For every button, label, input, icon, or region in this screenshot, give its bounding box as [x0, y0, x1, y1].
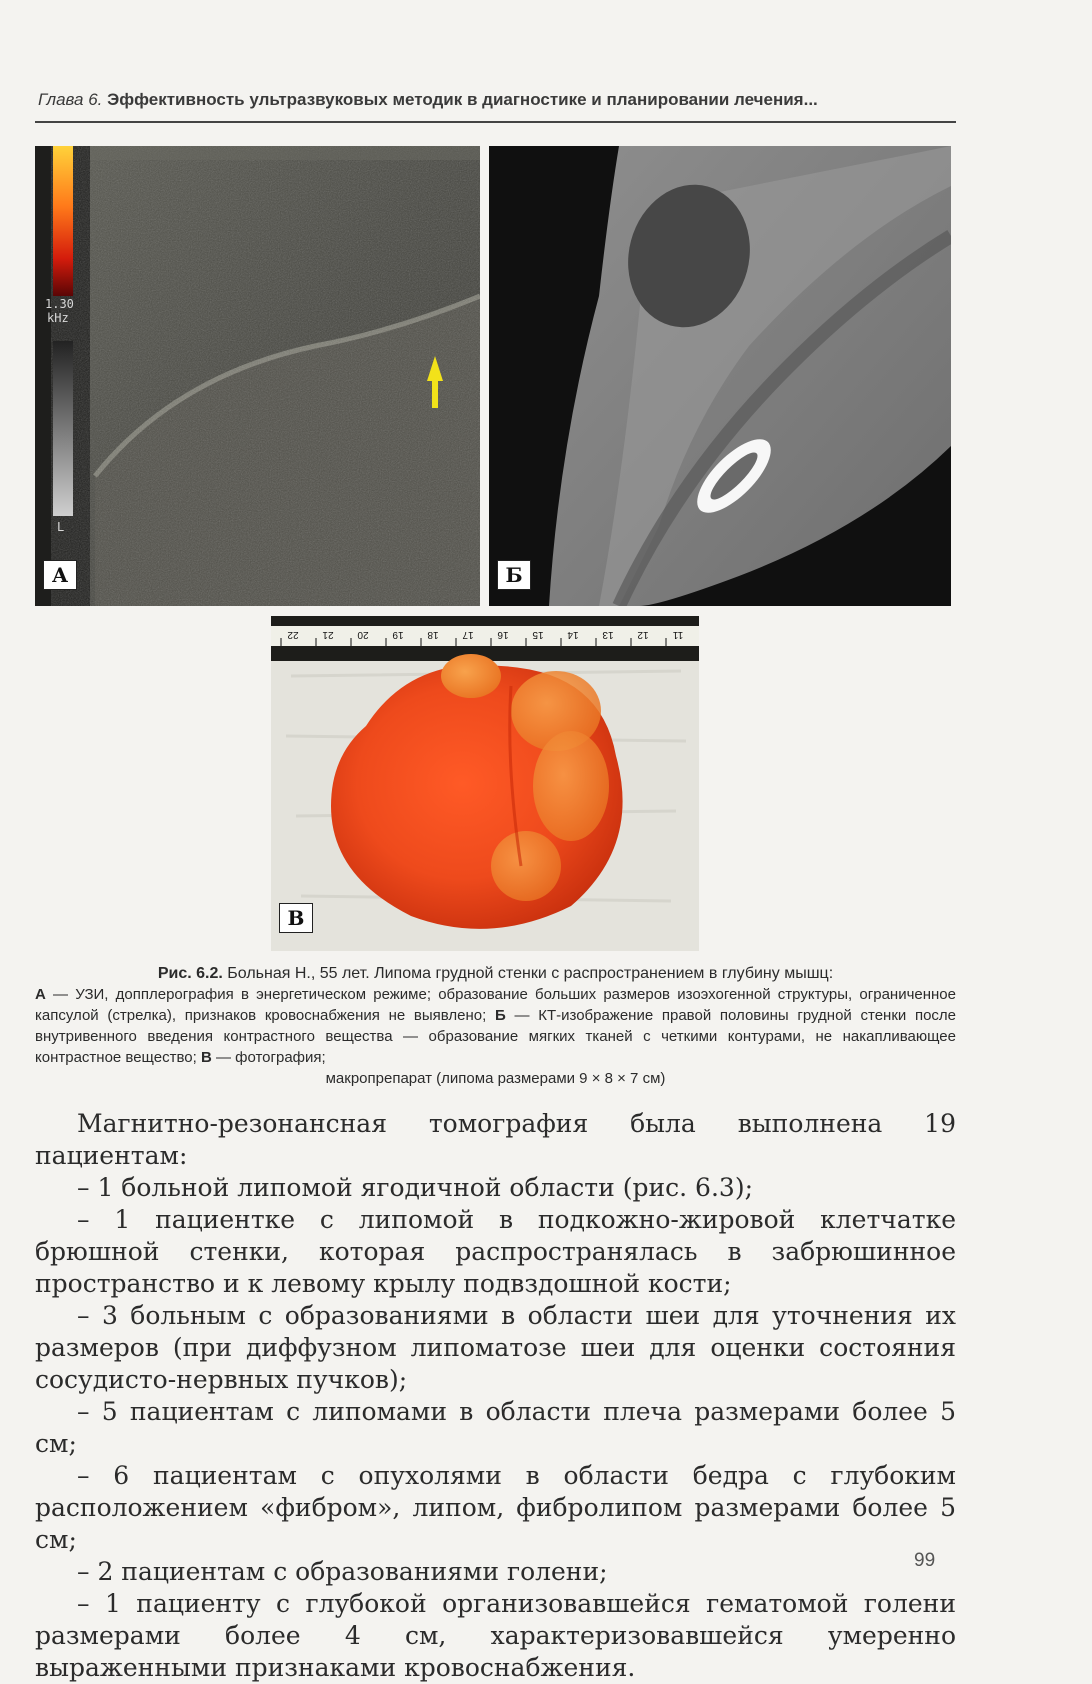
ultrasound-image	[35, 146, 480, 606]
ruler-number: 15	[532, 629, 544, 640]
list-item: – 6 пациентам с опухолями в области бедра с глубоким расположением «фибром», липом, фибролипом размерами более 5 см;	[35, 1461, 956, 1554]
ruler-number: 21	[322, 629, 334, 640]
list-item: – 5 пациентам с липомами в области плеча размерами более 5 см;	[35, 1397, 956, 1458]
list-item: – 2 пациентам с образованиями голени;	[77, 1557, 608, 1586]
figure-panel-b-ct	[489, 146, 951, 606]
figure-panel-c-photo	[271, 616, 699, 951]
specimen-photo	[271, 616, 699, 951]
list-item: – 1 пациентке с липомой в подкожно-жировой клетчатке брюшной стенки, которая распространялась в забрюшинное пространство и к левому крылу подвздошной кости;	[35, 1205, 956, 1298]
figure-number: Рис. 6.2.	[157, 965, 223, 982]
caption-key-b: Б	[495, 1007, 506, 1024]
ruler-number: 20	[357, 629, 369, 640]
caption-last-line: макропрепарат (липома размерами 9 × 8 × 7 см)	[325, 1070, 666, 1087]
ruler-number: 12	[637, 629, 649, 640]
scale-unit: kHz	[47, 311, 69, 325]
caption-text-b: — КТ-изображение правой половины грудной стенки после внутривенного введения контрастного вещества — образование мягких тканей с четкими контурами, не накапливающее контрастное вещество;	[35, 1007, 957, 1066]
figure-title: Больная Н., 55 лет. Липома грудной стенки с распространением в глубину мышц:	[227, 965, 834, 982]
chapter-label: Глава 6.	[38, 90, 103, 109]
ruler-number: 13	[602, 629, 614, 640]
ruler-number: 19	[392, 629, 404, 640]
caption-text-a: — УЗИ, допплерография в энергетическом режиме; образование больших размеров изоэхогенной структуры, ограниченное капсулой (стрелка), признаков кровоснабжения не выявлено;	[35, 986, 956, 1024]
ct-image	[489, 146, 951, 606]
scale-low: L	[57, 520, 65, 534]
panel-a-label: А	[43, 560, 77, 590]
ruler-number: 14	[567, 629, 579, 640]
panel-b-label: Б	[497, 560, 531, 590]
ruler-number: 16	[497, 629, 509, 640]
page-number: 99	[914, 1550, 936, 1571]
paragraph: Магнитно-резонансная томография была выполнена 19 пациентам:	[35, 1109, 956, 1170]
list-item: – 1 пациенту с глубокой организовавшейся гематомой голени размерами более 4 см, характеризовавшейся умеренно выраженными признаками кровоснабжения.	[35, 1589, 956, 1682]
chapter-title: Эффективность ультразвуковых методик в диагностике и планировании лечения...	[107, 90, 818, 109]
caption-key-a: А	[35, 986, 46, 1003]
ruler-number: 11	[672, 629, 684, 640]
ruler-number: 18	[427, 629, 439, 640]
list-item: – 3 больным с образованиями в области шеи для уточнения их размеров (при диффузном липоматозе шеи для оценки состояния сосудисто-нервных пучков);	[35, 1301, 956, 1394]
ruler-number: 22	[287, 629, 299, 640]
figure-caption	[35, 963, 956, 1089]
header-rule	[35, 121, 956, 123]
scale-value: 1.30	[45, 297, 74, 311]
caption-text-c: — фотография;	[215, 1049, 326, 1066]
caption-key-c: В	[200, 1049, 212, 1066]
figure-panel-a-ultrasound	[35, 146, 480, 606]
running-header	[38, 90, 956, 110]
ruler-number: 17	[462, 629, 474, 640]
body-text	[35, 1108, 956, 1684]
list-item: – 1 больной липомой ягодичной области (рис. 6.3);	[77, 1173, 753, 1202]
panel-c-label: В	[279, 903, 313, 933]
